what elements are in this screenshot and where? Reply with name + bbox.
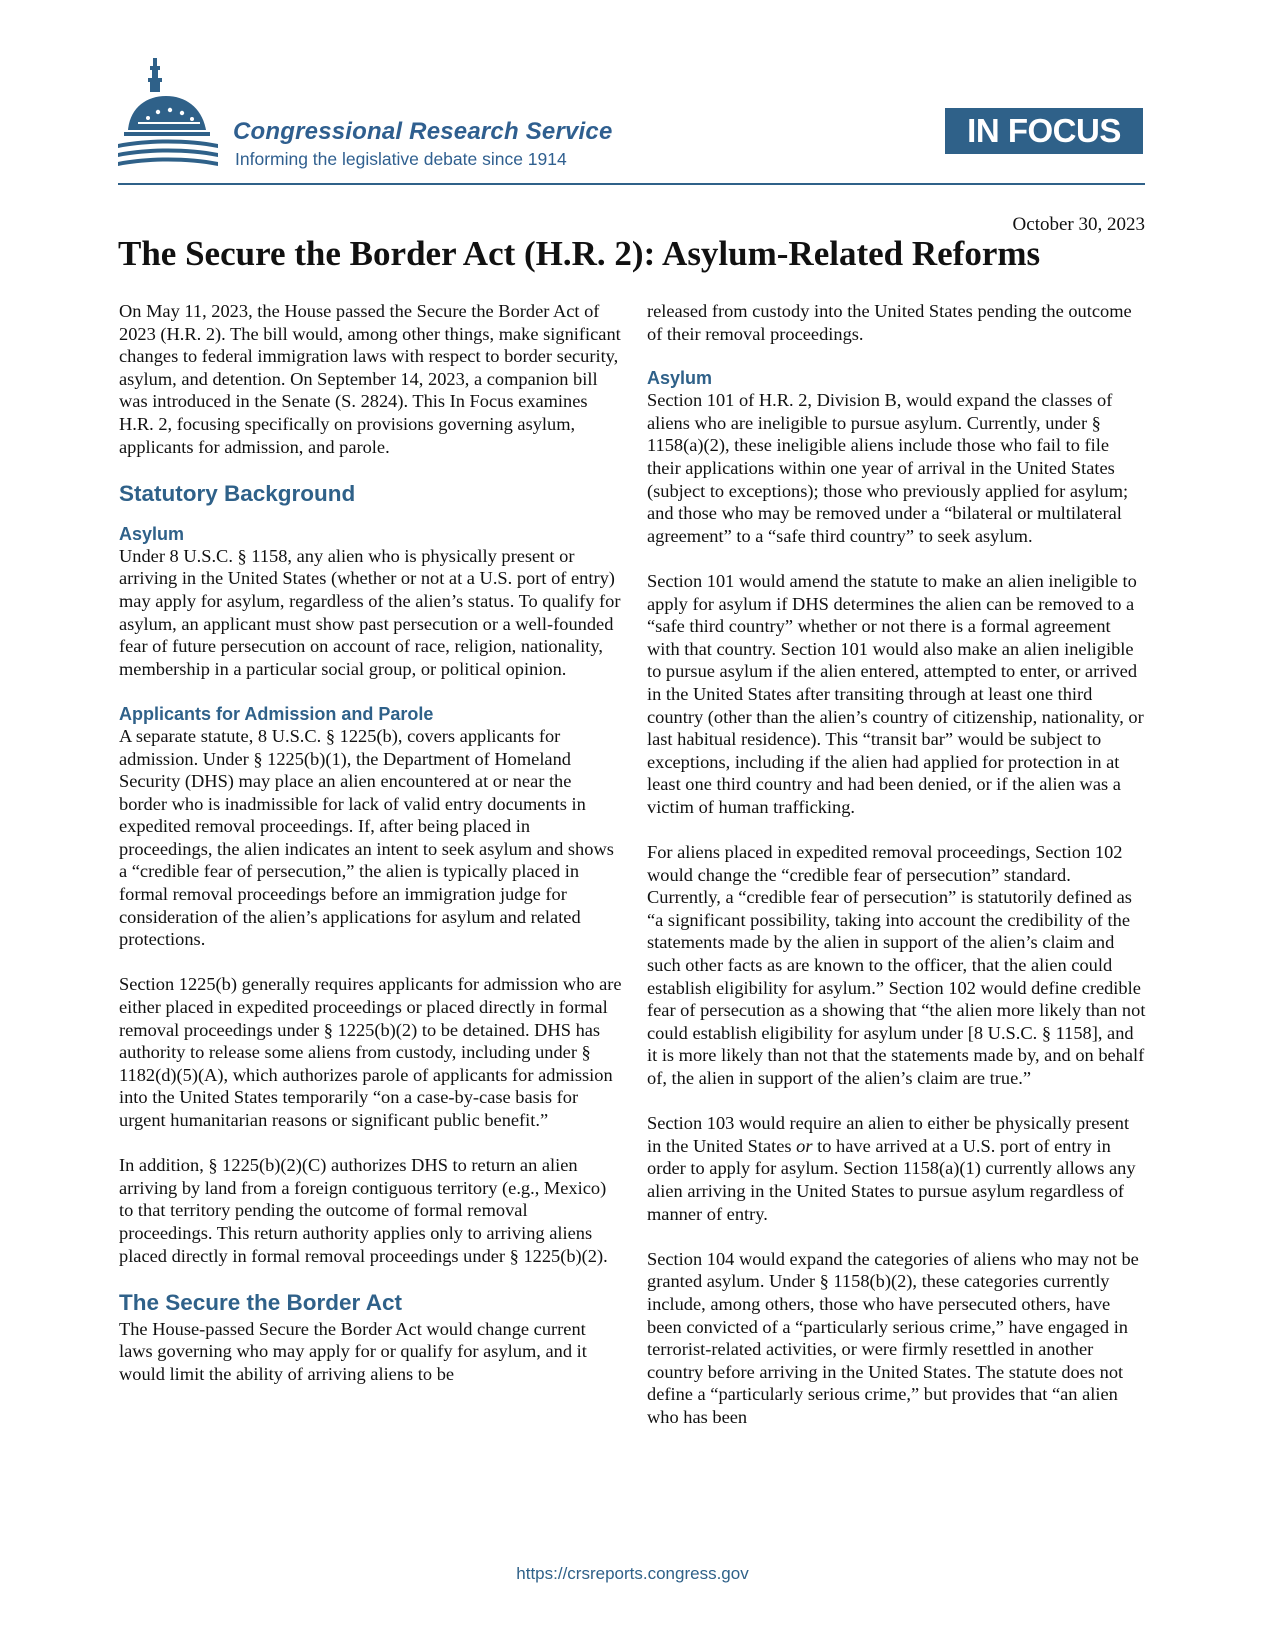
- asylum-paragraph: Under 8 U.S.C. § 1158, any alien who is physically present or arriving in the United States (whether or not at a U.S. port of entry) may apply for asylum, regardless of the alien’s status. To qualify for asylum, an applicant must show past persecution or a well-founded fear of future persecution on account of race, religion, nationality, membership in a particular social group, or political opinion.: [119, 545, 621, 679]
- section-102-paragraph: For aliens placed in expedited removal proceedings, Section 102 would change the “credible fear of persecution” standard. Currently, a “credible fear of persecution” is statutorily defined as “a significant possibility, taking into account the credibility of the statements made by the alien in support of the alien’s claim and such other facts as are known to the officer, that the alien could establish eligibility for asylum.” Section 102 would define credible fear of persecution as a showing that “the alien more likely than not could establish eligibility for asylum under [8 U.S.C. § 1158], and it is more likely than not that the statements made by, and on behalf of, the alien in support of the alien’s claim are true.”: [647, 842, 1146, 1088]
- section-101-paragraph: Section 101 of H.R. 2, Division B, would expand the classes of aliens who are ineligible to pursue asylum. Currently, under § 1158(a)(2), these ineligible aliens include those who fail to file their applications within one year of arrival in the United States (subject to exceptions); those who previously applied for asylum; and those who may be removed under a “bilateral or multilateral agreement” to a “safe third country” to seek asylum.: [647, 390, 1129, 546]
- section-101-amend-paragraph: Section 101 would amend the statute to make an alien ineligible to apply for asylum if DHS determines the alien can be removed to a “safe third country” whether or not there is a formal agreement with that country. Section 101 would also make an alien ineligible to pursue asylum if the alien entered, attempted to enter, or arrived in the United States after transiting through at least one third country (other than the alien’s country of citizenship, nationality, or last habitual residence). This “transit bar” would be subject to exceptions, including if the alien had applied for protection in at least one third country and had been denied, or if the alien was a victim of human trafficking.: [647, 570, 1144, 817]
- right-column: [647, 300, 1147, 1429]
- section-103-text-a: Section 103 would require an alien to either be physically present in the United States: [647, 1113, 1130, 1156]
- heading-secure-border-act: The Secure the Border Act: [119, 1289, 402, 1315]
- section-103-emphasis: or: [796, 1135, 813, 1156]
- intro-paragraph: On May 11, 2023, the House passed the Secure the Border Act of 2023 (H.R. 2). The bill would, among other things, make significant changes to federal immigration laws with respect to border security, asylum, and detention. On September 14, 2023, a companion bill was introduced in the Senate (S. 2824). This In Focus examines H.R. 2, focusing specifically on provisions governing asylum, applicants for admission, and parole.: [119, 301, 621, 457]
- section-103-paragraph: [647, 1112, 1147, 1225]
- applicants-paragraph-3: In addition, § 1225(b)(2)(C) authorizes DHS to return an alien arriving by land from a foreign contiguous territory (e.g., Mexico) to that territory pending the outcome of formal removal proceedings. This return authority applies only to arriving aliens placed directly in formal removal proceedings under § 1225(b)(2).: [119, 1155, 608, 1266]
- in-focus-badge: IN FOCUS: [945, 108, 1143, 154]
- section-103-text-b: to have arrived at a U.S. port of entry in order to apply for asylum. Section 1158(a)(1) currently allows any alien arriving in the United States to pursue asylum regardless of manner of entry.: [647, 1135, 1136, 1224]
- document-title: The Secure the Border Act (H.R. 2): Asylum-Related Reforms: [118, 234, 1041, 273]
- left-column: [119, 300, 623, 1386]
- applicants-paragraph-2: Section 1225(b) generally requires applicants for admission who are either placed in expedited proceedings or placed directly in formal removal proceedings under § 1225(b)(2) to be detained. DHS has authority to release some aliens from custody, including under § 1182(d)(5)(A), which authorizes parole of applicants for admission into the United States temporarily “on a case-by-case basis for urgent humanitarian reasons or significant public benefit.”: [119, 974, 622, 1130]
- applicants-paragraph-1: A separate statute, 8 U.S.C. § 1225(b), covers applicants for admission. Under § 1225(b)(1), the Department of Homeland Security (DHS) may place an alien encountered at or near the border who is inadmissible for lack of valid entry documents in expedited removal proceedings. If, after being placed in proceedings, the alien indicates an intent to seek asylum and shows a “credible fear of persecution,” the alien is typically placed in formal removal proceedings before an immigration judge for consideration of the alien’s applications for asylum and related protections.: [119, 725, 614, 950]
- heading-statutory-background: Statutory Background: [119, 480, 356, 506]
- subheading-applicants-admission-parole: Applicants for Admission and Parole: [119, 703, 434, 724]
- header-divider: [118, 183, 1145, 185]
- crs-capitol-logo: [118, 56, 222, 174]
- publication-date: October 30, 2023: [1012, 214, 1145, 235]
- subheading-asylum-act: Asylum: [647, 368, 713, 389]
- act-paragraph: The House-passed Secure the Border Act would change current laws governing who may apply for or qualify for asylum, and it would limit the ability of arriving aliens to be: [119, 1318, 587, 1384]
- section-104-paragraph: Section 104 would expand the categories of aliens who may not be granted asylum. Under § 1158(b)(2), these categories currently include, among others, those who have persecuted others, have been convicted of a “particularly serious crime,” have engaged in terrorist-related activities, or were firmly resettled in another country before arriving in the United States. The statute does not define a “particularly serious crime,” but provides that “an alien who has been: [647, 1248, 1139, 1427]
- footer-url-link[interactable]: https://crsreports.congress.gov: [516, 1564, 749, 1583]
- org-tagline: Informing the legislative debate since 1914: [235, 149, 567, 169]
- continued-paragraph: released from custody into the United States pending the outcome of their removal proceedings.: [647, 301, 1132, 344]
- org-name: Congressional Research Service: [233, 118, 613, 145]
- subheading-asylum: Asylum: [119, 523, 185, 544]
